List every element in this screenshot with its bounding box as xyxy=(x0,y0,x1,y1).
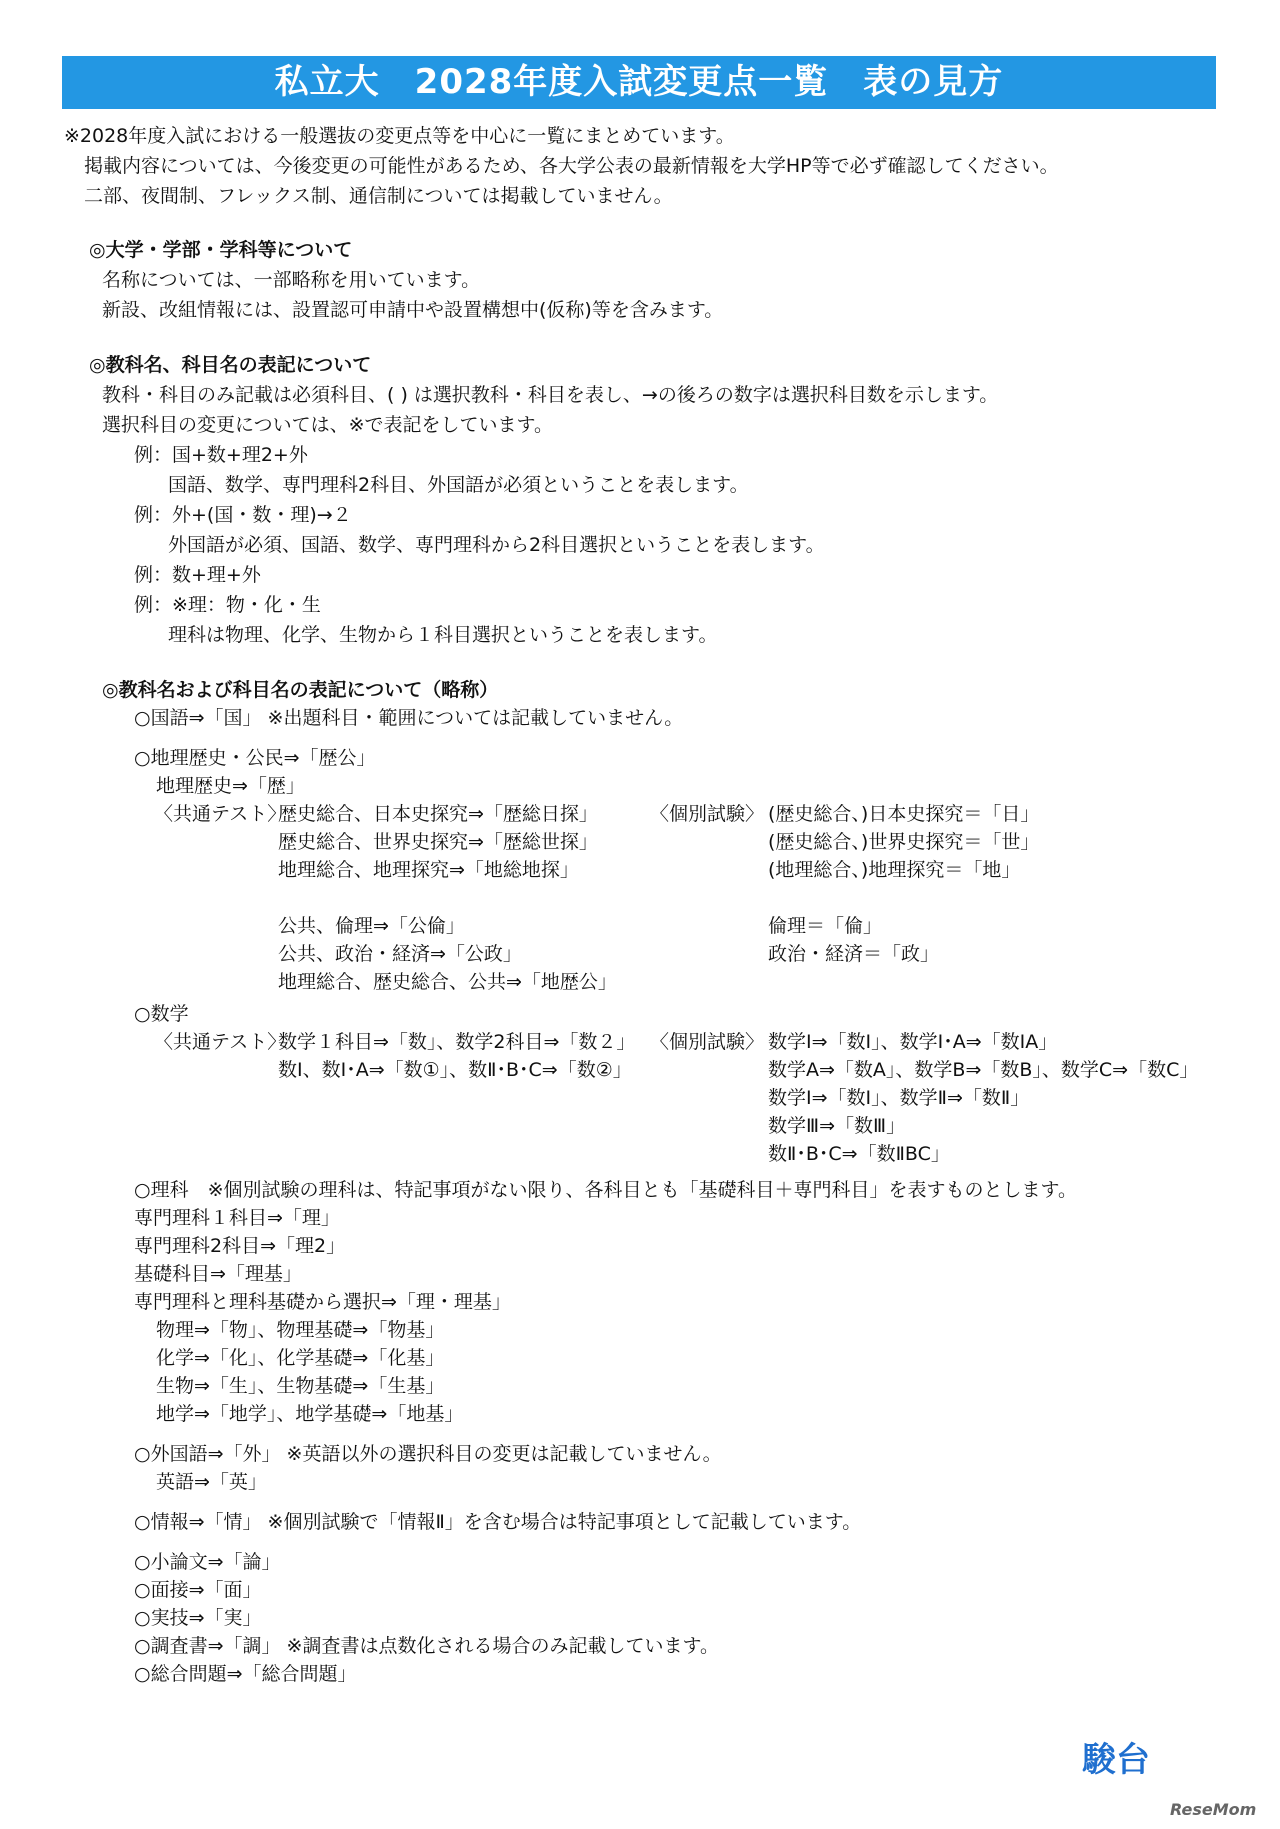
kyotsu-item: 数学１科目⇒「数」、数学2科目⇒「数２」 xyxy=(278,1031,636,1053)
example: 例：外+(国・数・理)→２ xyxy=(134,504,352,526)
example-desc: 外国語が必須、国語、数学、専門理科から2科目選択ということを表します。 xyxy=(168,534,825,556)
example: 例：国+数+理2+外 xyxy=(134,444,308,466)
resemom-watermark: ReseMom xyxy=(1170,1800,1257,1819)
kobetsu-item: 数学Ⅲ⇒「数Ⅲ」 xyxy=(768,1115,906,1137)
kyotsu-item: 公共、政治・経済⇒「公政」 xyxy=(278,943,522,965)
kobetsu-item: (地理総合、)地理探究＝「地」 xyxy=(768,859,1021,881)
example-desc: 理科は物理、化学、生物から１科目選択ということを表します。 xyxy=(168,624,718,646)
abbr-other: ○実技⇒「実」 xyxy=(134,1607,262,1629)
intro-line-3: 二部、夜間制、フレックス制、通信制については掲載していません。 xyxy=(84,185,673,207)
science-item: 専門理科１科目⇒「理」 xyxy=(134,1207,340,1229)
kyotsu-label: 〈共通テスト〉 xyxy=(154,803,287,825)
page-title-banner xyxy=(62,56,1216,109)
science-sub: 物理⇒「物」、物理基礎⇒「物基」 xyxy=(156,1319,445,1341)
abbr-foreign-sub: 英語⇒「英」 xyxy=(156,1471,267,1493)
abbr-other: ○総合問題⇒「総合問題」 xyxy=(134,1663,357,1685)
science-item: 専門理科2科目⇒「理2」 xyxy=(134,1235,346,1257)
kyotsu-item: 歴史総合、世界史探究⇒「歴総世探」 xyxy=(278,831,598,853)
abbr-other: ○小論文⇒「論」 xyxy=(134,1551,281,1573)
abbr-other: ○面接⇒「面」 xyxy=(134,1579,262,1601)
kobetsu-item: 数学Ⅰ⇒「数Ⅰ」、数学Ⅰ･A⇒「数ⅠA」 xyxy=(768,1031,1058,1053)
kobetsu-label: 〈個別試験〉 xyxy=(650,803,765,825)
kobetsu-item: (歴史総合、)世界史探究＝「世」 xyxy=(768,831,1040,853)
kobetsu-item: (歴史総合、)日本史探究＝「日」 xyxy=(768,803,1040,825)
example-desc: 国語、数学、専門理科2科目、外国語が必須ということを表します。 xyxy=(168,474,749,496)
science-sub: 化学⇒「化」、化学基礎⇒「化基」 xyxy=(156,1347,445,1369)
abbr-chireki-head: ○地理歴史・公民⇒「歴公」 xyxy=(134,747,376,769)
kobetsu-item: 倫理＝「倫」 xyxy=(768,915,883,937)
kobetsu-item: 数学A⇒「数A」、数学B⇒「数B」、数学C⇒「数C」 xyxy=(768,1059,1199,1081)
section-line: 名称については、一部略称を用いています。 xyxy=(102,269,481,291)
kyotsu-label: 〈共通テスト〉 xyxy=(154,1031,287,1053)
section-line: 新設、改組情報には、設置認可申請中や設置構想中(仮称)等を含みます。 xyxy=(102,299,724,321)
science-item: 基礎科目⇒「理基」 xyxy=(134,1263,302,1285)
intro-line-1: ※2028年度入試における一般選抜の変更点等を中心に一覧にまとめています。 xyxy=(64,125,735,147)
example: 例：※理：物・化・生 xyxy=(134,594,321,616)
abbr-info: ○情報⇒「情」 ※個別試験で「情報Ⅱ」を含む場合は特記事項として記載しています。 xyxy=(134,1511,862,1533)
kyotsu-item: 公共、倫理⇒「公倫」 xyxy=(278,915,465,937)
kyotsu-item: 地理総合、地理探究⇒「地総地探」 xyxy=(278,859,579,881)
kobetsu-item: 数Ⅱ･B･C⇒「数ⅡBC」 xyxy=(768,1143,950,1165)
section-heading-notation: ◎教科名、科目名の表記について xyxy=(89,354,372,376)
example: 例：数+理+外 xyxy=(134,564,261,586)
kyotsu-item: 数Ⅰ、数Ⅰ･A⇒「数①」、数Ⅱ･B･C⇒「数②」 xyxy=(278,1059,632,1081)
kyotsu-item: 歴史総合、日本史探究⇒「歴総日探」 xyxy=(278,803,598,825)
kobetsu-label: 〈個別試験〉 xyxy=(650,1031,765,1053)
abbr-math-head: ○数学 xyxy=(134,1003,189,1025)
kobetsu-item: 数学Ⅰ⇒「数Ⅰ」、数学Ⅱ⇒「数Ⅱ」 xyxy=(768,1087,1030,1109)
abbr-chireki-sub: 地理歴史⇒「歴」 xyxy=(156,775,305,797)
abbr-kokugo: ○国語⇒「国」 ※出題科目・範囲については記載していません。 xyxy=(134,707,684,729)
abbr-other: ○調査書⇒「調」 ※調査書は点数化される場合のみ記載しています。 xyxy=(134,1635,719,1657)
science-sub: 地学⇒「地学」、地学基礎⇒「地基」 xyxy=(156,1403,464,1425)
section-heading-abbreviations: ◎教科名および科目名の表記について（略称） xyxy=(102,679,499,701)
science-item: 専門理科と理科基礎から選択⇒「理・理基」 xyxy=(134,1291,511,1313)
kyotsu-item: 地理総合、歴史総合、公共⇒「地歴公」 xyxy=(278,971,617,993)
page-title: 私立大 2028年度入試変更点一覧 表の見方 xyxy=(274,62,1004,102)
section-line: 教科・科目のみ記載は必須科目、( ) は選択教科・科目を表し、→の後ろの数字は選択科目数を示します。 xyxy=(102,384,999,406)
abbr-science-head: ○理科 ※個別試験の理科は、特記事項がない限り、各科目とも「基礎科目＋専門科目」を表すものとします。 xyxy=(134,1179,1077,1201)
section-line: 選択科目の変更については、※で表記をしています。 xyxy=(102,414,554,436)
abbr-foreign: ○外国語⇒「外」 ※英語以外の選択科目の変更は記載していません。 xyxy=(134,1443,722,1465)
intro-line-2: 掲載内容については、今後変更の可能性があるため、各大学公表の最新情報を大学HP等で必ず確認してください。 xyxy=(84,155,1059,177)
science-sub: 生物⇒「生」、生物基礎⇒「生基」 xyxy=(156,1375,445,1397)
kobetsu-item: 政治・経済＝「政」 xyxy=(768,943,940,965)
sundai-logo: 駿台 xyxy=(1082,1740,1150,1780)
section-heading-university: ◎大学・学部・学科等について xyxy=(89,239,353,261)
